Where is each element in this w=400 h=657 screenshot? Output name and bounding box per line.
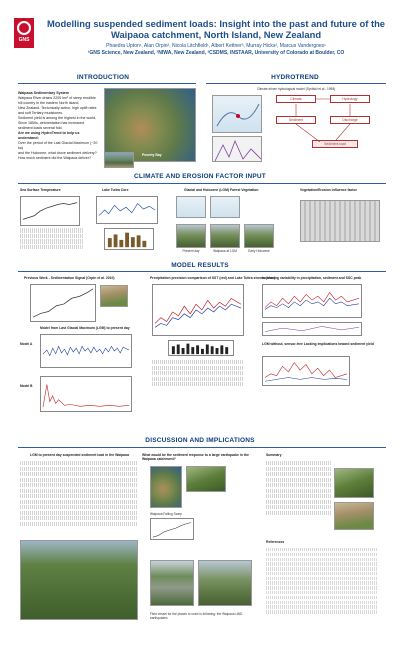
inset-photo xyxy=(104,152,134,168)
landscape-photo xyxy=(244,224,274,248)
model-panel-title: Previous Work - Sedimentation Signal (Orpin et al. 2010) xyxy=(24,276,115,280)
logo-mark-icon xyxy=(17,21,31,35)
section-rule xyxy=(18,271,386,272)
intro-line: and the Holocene, what drove sediment delivery? xyxy=(18,151,97,155)
intro-line: Sediment yield is among the highest in the world. xyxy=(18,116,97,120)
erosion-photo xyxy=(100,285,128,307)
summary-text xyxy=(266,461,332,515)
photo-caption: Early Holocene xyxy=(248,249,270,253)
landscape-photo xyxy=(176,224,206,248)
intro-line: Are we using HydroTrend to help us understand: xyxy=(18,131,80,140)
earthquake-response-chart xyxy=(150,518,194,540)
climate-panel-title: Lake Tutira Core xyxy=(102,188,129,192)
section-title-introduction: INTRODUCTION xyxy=(76,74,130,81)
hydrotrend-caption: Climate driven hydrological model (Syvitski et al., 1998) xyxy=(256,87,336,91)
flowchart-arrows xyxy=(270,95,380,155)
discussion-question: LGM to present day suspended sediment load in the Waipaoa xyxy=(30,453,129,457)
flowchart-box: Climate xyxy=(276,95,316,103)
vegetation-map xyxy=(210,196,240,218)
map-caption: Waipaoa Falling Scarp xyxy=(150,512,182,516)
summary-heading: Summary xyxy=(266,453,282,457)
section-rule xyxy=(18,447,386,448)
section-rule xyxy=(18,83,196,84)
section-rule xyxy=(206,83,386,84)
model-panel-title: Increasing variability in precipitation, sediment and SSC peak xyxy=(262,276,362,280)
discussion-question: What would be the sediment response to a large earthquake in the Waipaoa catchment? xyxy=(142,453,249,461)
gns-logo xyxy=(14,18,34,48)
poster-authors: Phaedra Upton¹, Alan Orpin², Nicola Litchfield¹, Albert Kettner³, Murray Hicks², Marcus Vandergoes¹ xyxy=(106,43,326,49)
river-photo xyxy=(150,560,194,606)
photo-caption: Present day xyxy=(182,249,200,253)
model-b-chart xyxy=(40,376,132,412)
model-a-label: Model A xyxy=(20,342,33,346)
catchment-scarp-map xyxy=(150,466,182,508)
sedimentation-chart xyxy=(30,284,96,322)
bottom-caption: Field vessel for the planes to used in following: the Waipaoa LWD earthquakes xyxy=(150,612,243,620)
flowchart-box: Sediment xyxy=(276,116,316,124)
references-list xyxy=(266,548,378,614)
intro-text xyxy=(18,91,98,161)
erosion-factor-map xyxy=(300,200,380,242)
poster-header xyxy=(14,18,390,64)
storm-frequency-chart xyxy=(168,340,234,356)
section-title-model: MODEL RESULTS xyxy=(171,262,229,269)
climate-text xyxy=(20,228,84,249)
intro-heading: Waipaoa Sedimentary System xyxy=(18,91,69,95)
references-heading: References xyxy=(266,540,285,544)
climate-panel-title: Sea Surface Temperature xyxy=(20,188,61,192)
landslide-photo xyxy=(186,466,226,492)
map-label-poverty-bay: Poverty Bay xyxy=(142,153,162,157)
intro-line: Since 1850s, deforestation has increased sediment loads several fold. xyxy=(18,121,84,130)
section-rule xyxy=(18,183,386,184)
storm-bar-chart xyxy=(104,228,154,250)
discussion-text xyxy=(20,461,138,526)
variability-chart xyxy=(262,284,362,318)
model-panel-title: LGM without, sensor-free Lacking implications toward sediment yield xyxy=(262,342,374,346)
model-b-label: Model B xyxy=(20,384,33,388)
catchment-map xyxy=(104,88,196,162)
hydrotrend-graph xyxy=(212,136,262,162)
logo-text: GNS xyxy=(18,37,30,43)
intro-line: Waipaoa River drains 2205 km² of steep erodible hill country in the eastern North Island, xyxy=(18,96,96,105)
intro-line: Over the period of the Last Glacial Maximum (~20 ka) xyxy=(18,141,98,150)
forest-photo xyxy=(20,540,138,620)
model-panel-title: Model from Last Glacial Maximum (LGM) to present day xyxy=(40,326,130,330)
variability-secondary-chart xyxy=(262,322,362,336)
photo-caption: Waipaoa at LGM xyxy=(213,249,237,253)
precipitation-comparison-chart xyxy=(152,284,244,336)
sst-chart xyxy=(20,196,80,226)
climate-panel-title: Glacial and Holocene (LGM) Forest Vegetation xyxy=(184,188,259,192)
flowchart-box: Hydrology xyxy=(330,95,370,103)
summary-photo xyxy=(334,468,374,498)
section-title-discussion: DISCUSSION AND IMPLICATIONS xyxy=(145,437,255,444)
section-title-climate: CLIMATE AND EROSION FACTOR INPUT xyxy=(134,173,266,180)
climate-panel-title: Vegetation/Erosion influence factor xyxy=(300,188,357,192)
summary-photo xyxy=(334,502,374,530)
intro-line: New Zealand. Tectonically active, high uplift rates and soft Tertiary mudstones. xyxy=(18,106,97,115)
model-a-chart xyxy=(40,334,132,368)
lake-tutira-chart xyxy=(96,196,158,224)
hill-photo xyxy=(198,560,252,606)
hydrotrend-diagram xyxy=(212,95,262,133)
poster-affiliation: ¹GNS Science, New Zealand, ²NIWA, New Zealand, ³CSDMS, INSTAAR, University of Colorado at Boulder, CO xyxy=(87,50,345,56)
vegetation-map xyxy=(176,196,206,218)
poster-title: Modelling suspended sediment loads: Insight into the past and future of the Waipaoa catchment, North Island, New Zealand xyxy=(46,18,386,40)
model-panel-title: Precipitation precision comparison of SST (red) and Lake Tutira storms (blue) xyxy=(150,276,276,280)
model-text xyxy=(152,360,244,386)
intro-line: How much sediment did the Waipaoa deliver? xyxy=(18,156,91,160)
landscape-photo xyxy=(210,224,240,248)
section-title-hydrotrend: HYDROTREND xyxy=(271,74,319,81)
sediment-yield-chart xyxy=(262,356,350,386)
flowchart-box: Sediment load xyxy=(312,140,358,148)
flowchart-box: Discharge xyxy=(330,116,370,124)
